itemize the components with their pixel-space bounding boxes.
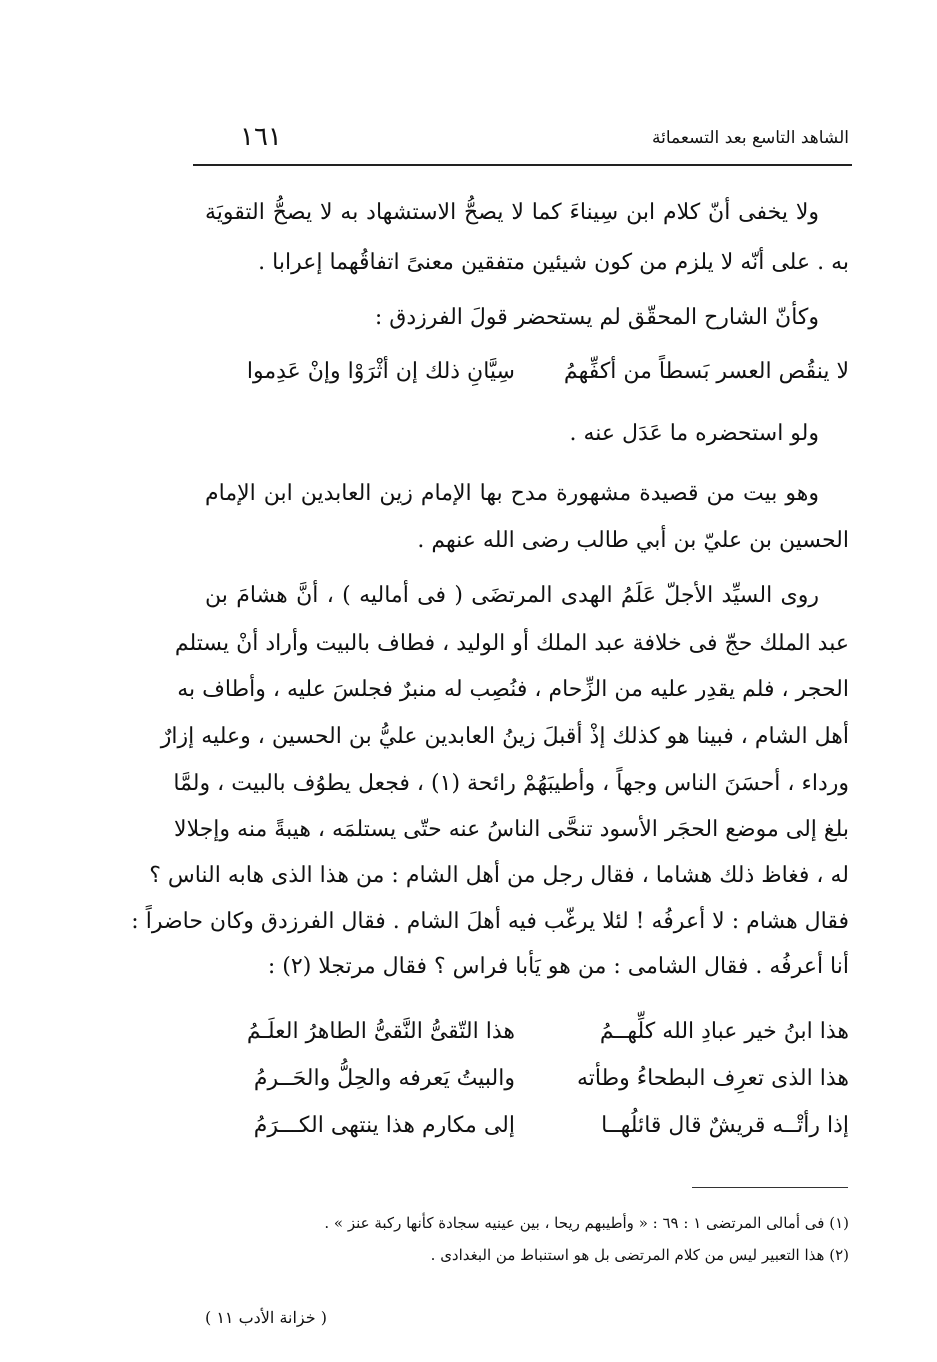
verse-hemistich-left: سِيَّانِ ذلك إن أثْرَوْا وإنْ عَدِموا bbox=[246, 359, 515, 384]
verse-line bbox=[205, 352, 849, 392]
text-line: الحجر ، فلم يقدِر عليه من الزِّحام ، فنُصِب له منبرٌ فجلسَ عليه ، وأطاف به bbox=[177, 677, 849, 702]
header-rule bbox=[193, 164, 852, 166]
verse-hemistich-right: إذا رأتْــه قريشٌ قال قائلُهــا bbox=[601, 1113, 849, 1138]
text-line: ورداء ، أحسَنَ الناس وجهاً ، وأطيبَهُمْ رائحة (١) ، فجعل يطوُف بالبيت ، ولمَّا bbox=[173, 771, 849, 796]
text-line: أنا أعرفُه . فقال الشامى : من هو يَأبا فراس ؟ فقال مرتجلا (٢) : bbox=[267, 954, 849, 979]
text-line: ولو استحضره ما عَدَل عنه . bbox=[569, 421, 819, 446]
verse-hemistich-left: والبيتُ يَعرفه والحِلُّ والحَــرمُ bbox=[253, 1066, 515, 1091]
volume-signature: ( خزانة الأدب ١١ ) bbox=[205, 1308, 327, 1327]
text-line: وهو بيت من قصيدة مشهورة مدح بها الإمام زين العابدين ابن الإمام bbox=[205, 481, 819, 506]
footnote: (٢) هذا التعبير ليس من كلام المرتضى بل هو استنباط من البغدادى . bbox=[430, 1246, 849, 1264]
verse-line bbox=[205, 1059, 849, 1099]
verse-line bbox=[205, 1106, 849, 1146]
text-line: بلغ إلى موضع الحجَر الأسود تنحَّى الناسُ عنه حتّى يستلمَه ، هيبةً منه وإجلالا bbox=[174, 817, 849, 842]
verse-hemistich-right: هذا الذى تعرِف البطحاءُ وطأته bbox=[576, 1066, 849, 1091]
page-number: ١٦١ bbox=[240, 122, 282, 152]
text-line: ولا يخفى أنّ كلام ابن سِيناءَ كما لا يصحُّ الاستشهاد به لا يصحُّ التقويَة bbox=[205, 200, 819, 225]
running-header-title: الشاهد التاسع بعد التسعمائة bbox=[652, 128, 849, 148]
text-line: الحسين بن عليّ بن أبي طالب رضى الله عنهم . bbox=[417, 528, 849, 553]
verse-line bbox=[205, 1012, 849, 1052]
text-line: روى السيِّد الأجلّ عَلَمُ الهدى المرتضَى ( فى أماليه ) ، أنَّ هشامَ بن bbox=[205, 583, 819, 608]
text-line: أهل الشام ، فبينا هو كذلك إذْ أقبلَ زينُ العابدين عليُّ بن الحسين ، وعليه إزارٌ bbox=[160, 724, 849, 749]
verse-hemistich-left: هذا التّقىُّ النَّقىُّ الطاهرُ العلَـمُ bbox=[246, 1019, 515, 1044]
verse-hemistich-right: هذا ابنُ خير عبادِ الله كلِّهــمُ bbox=[599, 1019, 849, 1044]
text-line: فقال هشام : لا أعرفُه ! لئلا يرغّب فيه أهلَ الشام . فقال الفرزدق وكان حاضراً : bbox=[131, 909, 849, 934]
verse-hemistich-right: لا ينقُص العسر بَسطاً من أكفِّهمُ bbox=[563, 359, 849, 384]
footnote-rule bbox=[692, 1187, 848, 1188]
verse-hemistich-left: إلى مكارم هذا ينتهى الكـــرَمُ bbox=[253, 1113, 515, 1138]
text-line: عبد الملك حجّ فى خلافة عبد الملك أو الوليد ، فطاف بالبيت وأراد أنْ يستلم bbox=[174, 631, 849, 656]
footnote: (١) فى أمالى المرتضى ١ : ٦٩ : « وأطيبهم ريحا ، بين عينيه سجادة كأنها ركبة عنز » . bbox=[324, 1214, 849, 1232]
text-line: وكأنّ الشارح المحقّق لم يستحضر قولَ الفرزدق : bbox=[374, 305, 819, 330]
text-line: له ، فغاظ ذلك هشاما ، فقال رجل من أهل الشام : من هذا الذى هابه الناس ؟ bbox=[149, 863, 849, 888]
text-line: به . على أنّه لا يلزم من كون شيئين متفقين معنىً اتفاقُهما إعرابا . bbox=[258, 250, 849, 275]
